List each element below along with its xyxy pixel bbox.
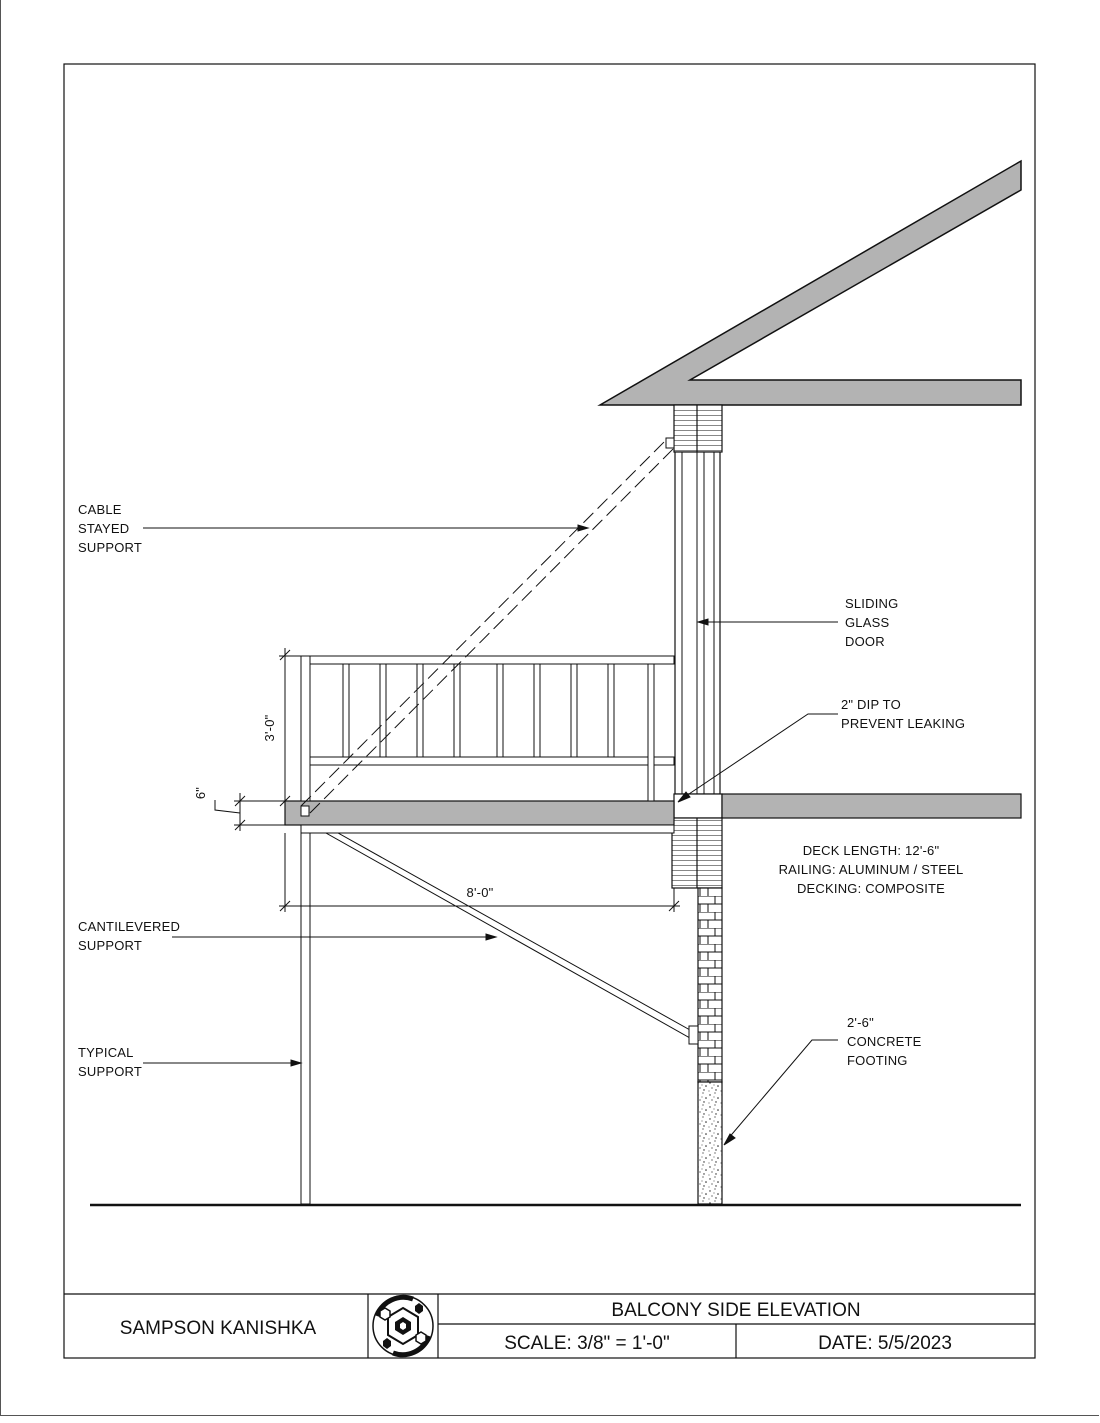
label-cable-stayed: STAYED: [78, 521, 130, 536]
spec-railing: RAILING: ALUMINUM / STEEL: [778, 862, 964, 877]
brace-bracket: [689, 1026, 698, 1044]
label-typical: SUPPORT: [78, 1064, 143, 1079]
leader-lines: [143, 525, 838, 1145]
dim-railing-height: 3'-0": [262, 714, 277, 742]
label-sliding-door: DOOR: [845, 634, 885, 649]
railing-baluster: [648, 664, 654, 801]
roof: [600, 161, 1021, 405]
railing-baluster: [608, 664, 614, 757]
upper-wall-siding: [674, 405, 722, 452]
railing-top-rail: [301, 656, 674, 664]
deck: [285, 438, 698, 1204]
label-footing: CONCRETE: [847, 1034, 922, 1049]
railing-baluster: [343, 664, 349, 757]
railing-baluster: [380, 664, 386, 757]
label-footing: 2'-6": [847, 1015, 874, 1030]
dim-deck-thickness: 6": [193, 786, 208, 800]
label-cable-stayed: SUPPORT: [78, 540, 143, 555]
cable-anchor-wall: [666, 438, 674, 448]
label-dip: PREVENT LEAKING: [841, 716, 966, 731]
railing-baluster: [454, 664, 460, 757]
deck-slab: [285, 801, 674, 825]
label-cantilevered: SUPPORT: [78, 938, 143, 953]
label-sliding-door: SLIDING: [845, 596, 899, 611]
label-typical: TYPICAL: [78, 1045, 134, 1060]
concrete-footing: [698, 1082, 722, 1204]
designer-name: SAMPSON KANISHKA: [119, 1318, 317, 1339]
railing-baluster: [534, 664, 540, 757]
spec-deck-length: DECK LENGTH: 12'-6": [802, 843, 940, 858]
label-sliding-door: GLASS: [845, 615, 890, 630]
railing-baluster: [497, 664, 503, 757]
dim-deck-depth: 8'-0": [466, 885, 494, 900]
railing-baluster: [571, 664, 577, 757]
brick-foundation: [698, 888, 722, 1082]
label-cantilevered: CANTILEVERED: [78, 919, 181, 934]
cantilever-brace: [326, 833, 690, 1038]
drawing-date: DATE: 5/5/2023: [818, 1333, 952, 1354]
railing-end-post: [301, 656, 310, 801]
drawing-scale: SCALE: 3/8" = 1'-0": [504, 1333, 670, 1354]
railing-bottom-rail: [310, 757, 674, 765]
label-footing: FOOTING: [847, 1053, 908, 1068]
label-cable-stayed: CABLE: [78, 502, 122, 517]
cable-anchor-deck: [301, 806, 309, 816]
typical-support-post: [301, 833, 310, 1204]
house-wall: [672, 405, 1021, 1204]
spec-decking: DECKING: COMPOSITE: [796, 881, 946, 896]
roof-rafter: [600, 161, 1021, 405]
label-dip: 2" DIP TO: [841, 697, 901, 712]
railing-baluster: [417, 664, 423, 757]
callouts: [78, 502, 965, 1079]
interior-floor: [722, 794, 1021, 818]
deck-joist: [301, 825, 674, 833]
drawing-title: BALCONY SIDE ELEVATION: [611, 1300, 861, 1321]
hexagon-emblem-icon: [373, 1296, 433, 1356]
